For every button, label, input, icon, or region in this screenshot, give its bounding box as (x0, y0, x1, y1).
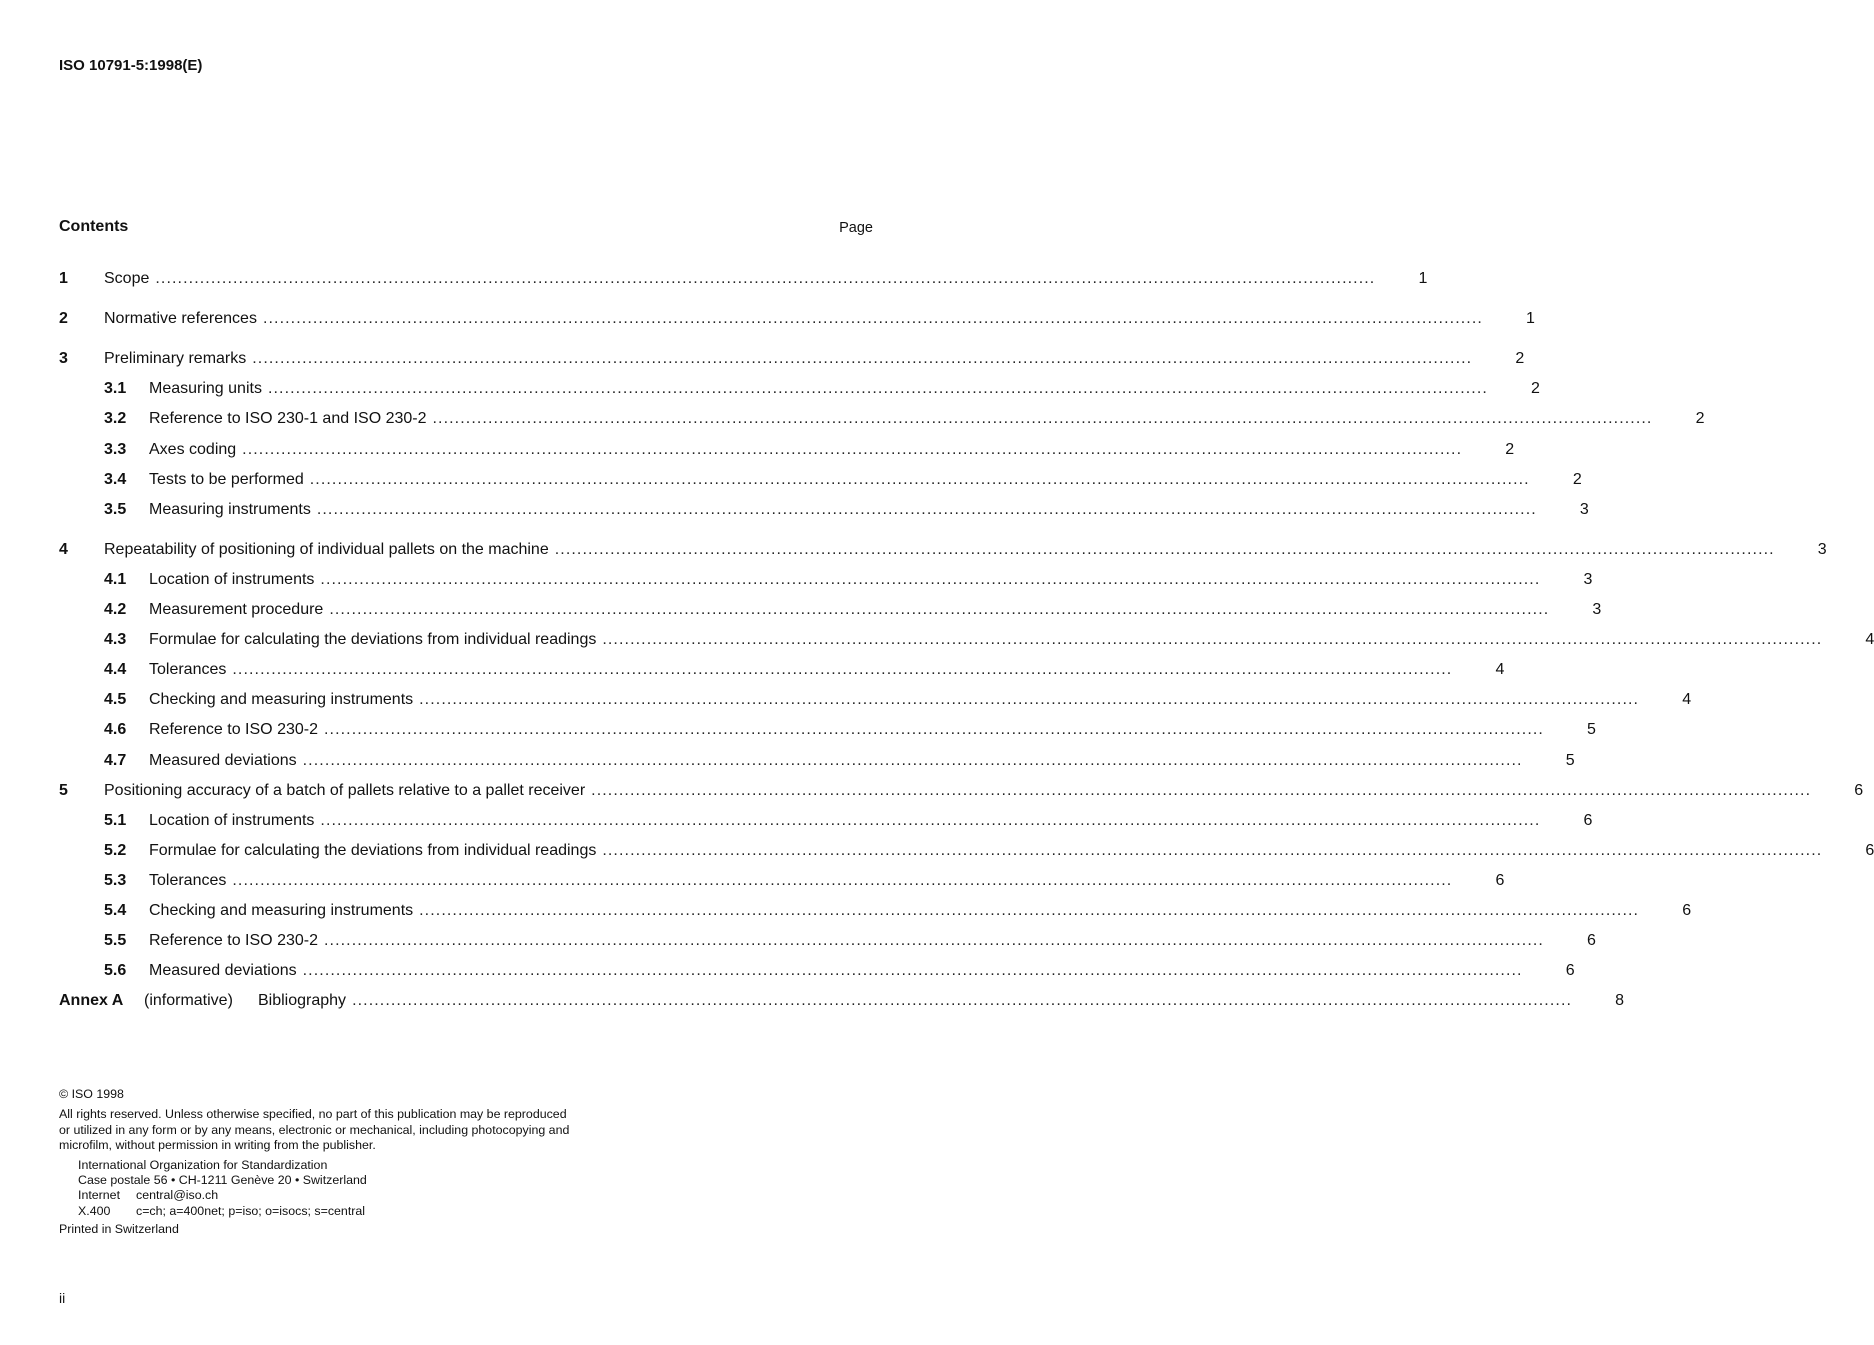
leader-dots: ............................................................................................................................................................................................................................ (242, 440, 1463, 458)
document-id: ISO 10791-5:1998(E) (59, 57, 203, 74)
toc-entry[interactable] (59, 298, 1535, 328)
toc-entry-number: 5.4 (104, 901, 127, 919)
toc-entry-number: 4.6 (104, 721, 127, 739)
toc-entry-number: 5 (59, 781, 68, 799)
toc-entry-number: Annex A (59, 992, 124, 1010)
toc-entry-title: Scope (104, 270, 150, 288)
toc-entry[interactable] (59, 368, 1540, 398)
copyright-notice (59, 1087, 599, 1238)
toc-entry-page: 3 (1817, 540, 1827, 558)
toc-entry[interactable] (59, 398, 1705, 428)
annex-type: (informative) (144, 992, 233, 1010)
toc-entry-title: Location of instruments (149, 811, 315, 829)
toc-entry-title: Measured deviations (149, 962, 297, 980)
rights-line: or utilized in any form or by any means, electronic or mechanical, including photocopying and (59, 1122, 570, 1137)
toc-entry-title: Reference to ISO 230-1 and ISO 230-2 (149, 410, 427, 428)
toc-entry[interactable] (59, 890, 1692, 920)
internet-label: Internet (78, 1188, 121, 1203)
rights-line: All rights reserved. Unless otherwise specified, no part of this publication may be reproduced (59, 1107, 567, 1122)
toc-entry[interactable] (59, 709, 1596, 739)
leader-dots: ............................................................................................................................................................................................................................ (302, 751, 1523, 769)
leader-dots: ............................................................................................................................................................................................................................ (252, 350, 1473, 368)
postal-address: Case postale 56 • CH-1211 Genève 20 • Switzerland (78, 1173, 367, 1188)
toc-entry-number: 1 (59, 270, 68, 288)
toc-entry-number: 4 (59, 540, 68, 558)
toc-entry-number: 3.2 (104, 410, 127, 428)
toc-entry-title: Bibliography (258, 992, 347, 1010)
toc-entry-page: 5 (1587, 721, 1596, 739)
toc-entry-title: Measured deviations (149, 751, 297, 769)
toc-entry-number: 5.6 (104, 962, 127, 980)
toc-entry-page: 3 (1592, 601, 1602, 619)
toc-entry-number: 5.3 (104, 871, 127, 889)
leader-dots: ............................................................................................................................................................................................................................ (232, 871, 1453, 889)
leader-dots: ............................................................................................................................................................................................................................ (320, 570, 1541, 588)
leader-dots: ............................................................................................................................................................................................................................ (155, 270, 1376, 288)
toc-entry-number: 4.7 (104, 751, 127, 769)
leader-dots: ............................................................................................................................................................................................................................ (602, 841, 1823, 859)
toc-entry-title: Tests to be performed (149, 470, 304, 488)
leader-dots: ............................................................................................................................................................................................................................ (316, 500, 1537, 518)
toc-entry-page: 5 (1565, 751, 1575, 769)
x400-label: X.400 (78, 1203, 111, 1218)
toc-entry[interactable] (59, 920, 1596, 950)
leader-dots: ............................................................................................................................................................................................................................ (591, 781, 1812, 799)
leader-dots: ............................................................................................................................................................................................................................ (419, 691, 1640, 709)
toc-entry-title: Repeatability of positioning of individual pallets on the machine (104, 540, 549, 558)
toc-entry-page: 4 (1682, 691, 1692, 709)
toc-entry-page: 6 (1865, 841, 1874, 859)
toc-entry-number: 2 (59, 310, 68, 328)
toc-entry-title: Axes coding (149, 440, 237, 458)
toc-entry-title: Normative references (104, 310, 257, 328)
internet-line (78, 1188, 599, 1203)
toc-entry-title: Reference to ISO 230-2 (149, 721, 318, 739)
rights-statement (59, 1107, 599, 1153)
toc-entry-title: Formulae for calculating the deviations from individual readings (149, 841, 597, 859)
toc-entry-page: 4 (1495, 661, 1505, 679)
toc-entry[interactable] (59, 489, 1589, 519)
publisher-address (59, 1158, 599, 1220)
toc-entry-page: 6 (1583, 811, 1593, 829)
printed-in: Printed in Switzerland (59, 1222, 179, 1237)
toc-entry-number: 4.1 (104, 570, 127, 588)
page-number: ii (59, 1290, 66, 1306)
toc-entry[interactable] (59, 589, 1602, 619)
toc-entry[interactable] (59, 770, 1864, 800)
organization-name: International Organization for Standardization (78, 1157, 328, 1172)
leader-dots: ............................................................................................................................................................................................................................ (419, 901, 1640, 919)
toc-entry-title: Formulae for calculating the deviations from individual readings (149, 631, 597, 649)
toc-entry-title: Checking and measuring instruments (149, 691, 414, 709)
toc-entry-number: 4.4 (104, 661, 127, 679)
toc-entry-number: 3 (59, 350, 68, 368)
toc-entry-number: 5.1 (104, 811, 127, 829)
toc-entry-page: 3 (1583, 570, 1593, 588)
toc-entry-number: 3.5 (104, 500, 127, 518)
toc-entry-number: 3.1 (104, 380, 127, 398)
x400-address: c=ch; a=400net; p=iso; o=isocs; s=central (136, 1203, 366, 1218)
leader-dots: ............................................................................................................................................................................................................................ (329, 601, 1550, 619)
toc-entry-number: 3.3 (104, 440, 127, 458)
toc-entry-page: 3 (1579, 500, 1589, 518)
toc-entry-title: Reference to ISO 230-2 (149, 932, 318, 950)
toc-entry-page: 6 (1854, 781, 1864, 799)
toc-entry[interactable] (59, 679, 1692, 709)
toc-entry[interactable] (59, 739, 1575, 769)
leader-dots: ............................................................................................................................................................................................................................ (267, 380, 1488, 398)
leader-dots: ............................................................................................................................................................................................................................ (323, 932, 1544, 950)
leader-dots: ............................................................................................................................................................................................................................ (302, 962, 1523, 980)
toc-entry-number: 3.4 (104, 470, 127, 488)
toc-entry[interactable] (59, 258, 1428, 288)
x400-line (78, 1204, 599, 1219)
toc-entry-number: 4.3 (104, 631, 127, 649)
toc-entry-page: 1 (1526, 310, 1535, 328)
toc-entry-title: Positioning accuracy of a batch of pallets relative to a pallet receiver (104, 781, 586, 799)
toc-entry-page: 1 (1418, 270, 1428, 288)
toc-entry-page: 2 (1515, 350, 1525, 368)
toc-entry[interactable] (59, 830, 1874, 860)
toc-entry[interactable] (59, 559, 1593, 589)
toc-entry[interactable] (59, 459, 1582, 489)
table-of-contents (59, 258, 1874, 1010)
contents-heading: Contents (59, 218, 129, 235)
internet-address[interactable]: central@iso.ch (136, 1188, 219, 1203)
leader-dots: ............................................................................................................................................................................................................................ (262, 310, 1483, 328)
leader-dots: ............................................................................................................................................................................................................................ (602, 631, 1823, 649)
toc-entry-title: Measuring instruments (149, 500, 311, 518)
leader-dots: ............................................................................................................................................................................................................................ (232, 661, 1453, 679)
toc-entry-title: Preliminary remarks (104, 350, 247, 368)
toc-entry-title: Checking and measuring instruments (149, 901, 414, 919)
toc-entry-title: Location of instruments (149, 570, 315, 588)
toc-entry-number: 5.5 (104, 932, 127, 950)
toc-entry-number: 4.5 (104, 691, 127, 709)
toc-entry[interactable] (59, 619, 1874, 649)
toc-entry[interactable] (59, 649, 1505, 679)
toc-entry-title: Tolerances (149, 871, 227, 889)
toc-entry[interactable] (59, 428, 1515, 458)
leader-dots: ............................................................................................................................................................................................................................ (352, 992, 1573, 1010)
toc-entry[interactable] (59, 338, 1525, 368)
toc-entry-page: 8 (1615, 992, 1625, 1010)
toc-entry-title: Tolerances (149, 661, 227, 679)
leader-dots: ............................................................................................................................................................................................................................ (320, 811, 1541, 829)
page-column-label: Page (839, 220, 873, 236)
toc-entry[interactable] (59, 950, 1575, 980)
leader-dots: ............................................................................................................................................................................................................................ (323, 721, 1544, 739)
toc-entry[interactable] (59, 860, 1505, 890)
leader-dots: ............................................................................................................................................................................................................................ (309, 470, 1530, 488)
toc-entry[interactable] (59, 800, 1593, 830)
toc-entry[interactable] (59, 529, 1827, 559)
toc-entry-page: 6 (1565, 962, 1575, 980)
toc-entry-page: 2 (1505, 440, 1515, 458)
toc-entry-page: 2 (1531, 380, 1540, 398)
toc-entry-page: 2 (1695, 410, 1705, 428)
toc-entry-page: 6 (1495, 871, 1505, 889)
toc-entry-number: 4.2 (104, 601, 127, 619)
toc-entry-page: 6 (1682, 901, 1692, 919)
toc-entry-annex[interactable] (59, 980, 1625, 1010)
rights-line: microfilm, without permission in writing from the publisher. (59, 1138, 376, 1153)
toc-entry-title: Measurement procedure (149, 601, 324, 619)
toc-entry-page: 2 (1572, 470, 1582, 488)
toc-entry-page: 6 (1587, 932, 1596, 950)
toc-entry-number: 5.2 (104, 841, 127, 859)
leader-dots: ............................................................................................................................................................................................................................ (554, 540, 1775, 558)
leader-dots: ............................................................................................................................................................................................................................ (432, 410, 1653, 428)
copyright-line: © ISO 1998 (59, 1087, 124, 1101)
toc-entry-title: Measuring units (149, 380, 262, 398)
toc-entry-page: 4 (1865, 631, 1874, 649)
